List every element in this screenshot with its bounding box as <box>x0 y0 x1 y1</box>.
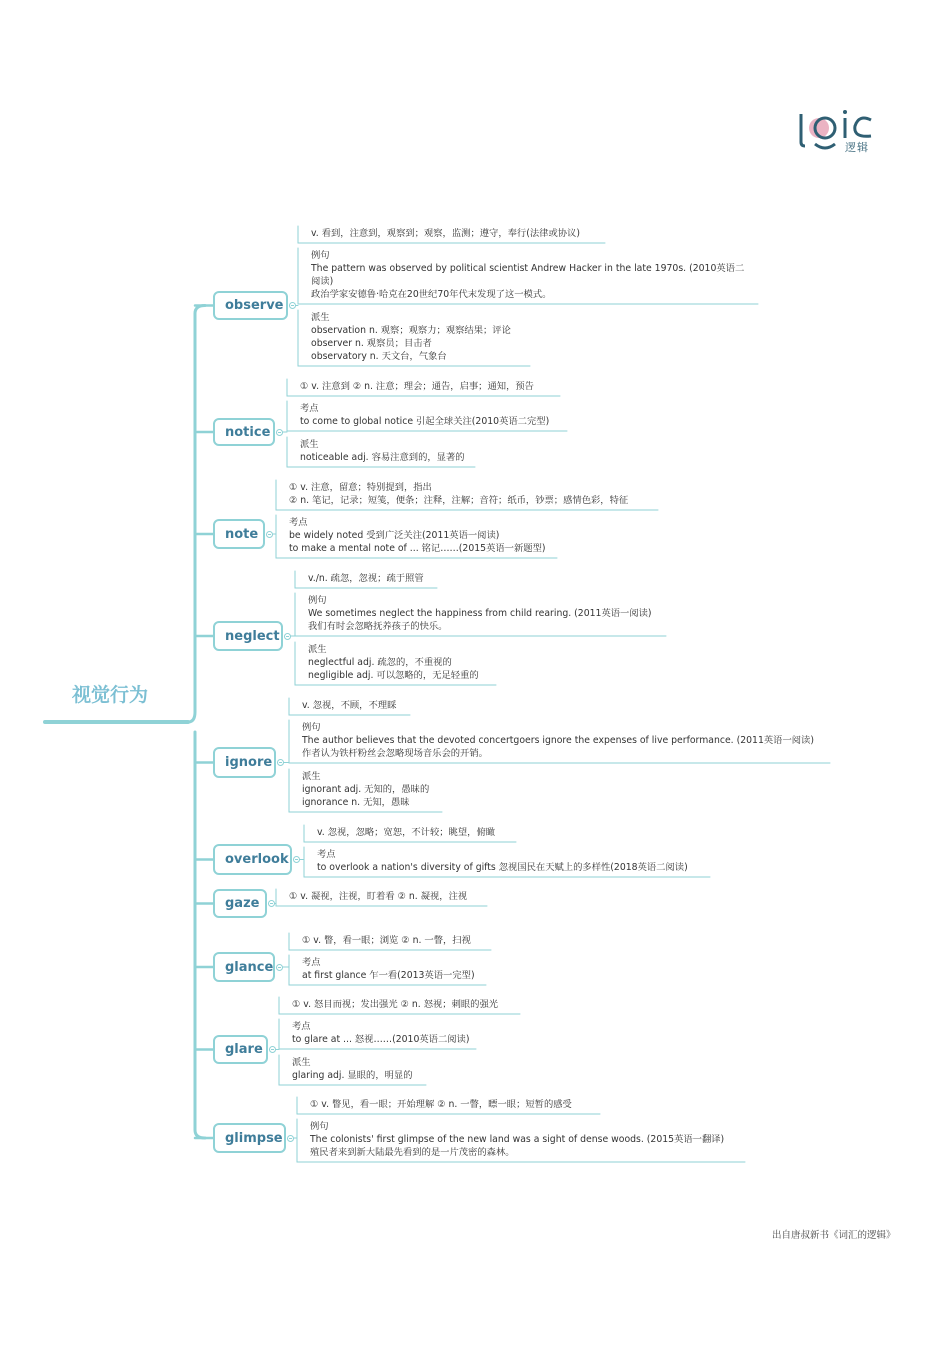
leaf-text: noticeable adj. 容易注意到的，显著的 <box>300 452 465 463</box>
leaf-text: ② n. 笔记，记录；短笺，便条；注释，注解；音符；纸币，钞票；感情色彩，特征 <box>289 495 629 506</box>
leaf-text: at first glance 乍一看(2013英语一完型) <box>302 970 475 981</box>
leaf-heading: 例句 <box>302 722 321 733</box>
word-node-observe[interactable]: observe <box>213 291 288 320</box>
collapse-toggle-icon[interactable] <box>287 1135 294 1142</box>
word-node-overlook[interactable]: overlook <box>213 844 292 875</box>
leaf-heading: 例句 <box>310 1121 329 1132</box>
leaf-text: glaring adj. 显眼的，明显的 <box>292 1070 413 1081</box>
collapse-toggle-icon[interactable] <box>293 856 300 863</box>
leaf-heading: 派生 <box>308 644 327 655</box>
leaf-text: observatory n. 天文台，气象台 <box>311 351 447 362</box>
leaf-text: ① v. 凝视，注视，盯着看 ② n. 凝视，注视 <box>289 891 468 902</box>
leaf-heading: 派生 <box>292 1057 311 1068</box>
leaf-text: ignorance n. 无知，愚昧 <box>302 797 410 808</box>
leaf-text: v. 忽视，不顾，不理睬 <box>302 700 397 711</box>
leaf-text: ① v. 注意到 ② n. 注意；理会；通告，启事；通知，预告 <box>300 381 534 392</box>
leaf-text: observation n. 观察；观察力；观察结果；评论 <box>311 325 511 336</box>
collapse-toggle-icon[interactable] <box>266 531 273 538</box>
leaf-heading: 考点 <box>317 849 336 860</box>
leaf-text: The colonists' first glimpse of the new land was a sight of dense woods. (2015英语一翻译) <box>310 1134 725 1145</box>
collapse-toggle-icon[interactable] <box>277 759 284 766</box>
leaf-text: 殖民者来到新大陆最先看到的是一片茂密的森林。 <box>310 1147 515 1158</box>
leaf-text: be widely noted 受到广泛关注(2011英语一阅读) <box>289 530 500 541</box>
leaf-heading: 派生 <box>300 439 319 450</box>
word-node-glare[interactable]: glare <box>213 1035 268 1064</box>
leaf-text: v./n. 疏忽，忽视；疏于照管 <box>308 573 424 584</box>
leaf-text: to come to global notice 引起全球关注(2010英语二完型) <box>300 416 550 427</box>
leaf-text: 我们有时会忽略抚养孩子的快乐。 <box>308 621 448 632</box>
word-node-notice[interactable]: notice <box>213 418 275 446</box>
leaf-text: observer n. 观察员；目击者 <box>311 338 432 349</box>
leaf-heading: 考点 <box>292 1021 311 1032</box>
leaf-text: to overlook a nation's diversity of gifts 忽视国民在天赋上的多样性(2018英语二阅读) <box>317 862 688 873</box>
leaf-heading: 派生 <box>311 312 330 323</box>
collapse-toggle-icon[interactable] <box>268 900 275 907</box>
root-topic[interactable]: 视觉行为 <box>72 684 149 706</box>
collapse-toggle-icon[interactable] <box>276 964 283 971</box>
leaf-text: The author believes that the devoted concertgoers ignore the expenses of live performance. (2011英语一阅读) <box>302 735 814 746</box>
leaf-heading: 例句 <box>308 595 327 606</box>
leaf-text: to make a mental note of ... 铭记……(2015英语一新题型) <box>289 543 546 554</box>
word-node-glance[interactable]: glance <box>213 952 275 982</box>
leaf-heading: 考点 <box>300 403 319 414</box>
word-node-gaze[interactable]: gaze <box>213 889 267 918</box>
leaf-text: The pattern was observed by political scientist Andrew Hacker in the late 1970s. (2010英语二 <box>311 263 745 274</box>
word-node-ignore[interactable]: ignore <box>213 747 276 778</box>
collapse-toggle-icon[interactable] <box>276 429 283 436</box>
leaf-text: 阅读) <box>311 276 334 287</box>
collapse-toggle-icon[interactable] <box>269 1046 276 1053</box>
word-node-glimpse[interactable]: glimpse <box>213 1123 286 1153</box>
leaf-text: We sometimes neglect the happiness from child rearing. (2011英语一阅读) <box>308 608 652 619</box>
word-node-neglect[interactable]: neglect <box>213 621 283 651</box>
trunk-branch <box>195 732 205 1138</box>
word-node-note[interactable]: note <box>213 519 265 549</box>
leaf-text: ① v. 瞥见，看一眼；开始理解 ② n. 一瞥，瞟一眼；短暂的感受 <box>310 1099 572 1110</box>
leaf-text: ① v. 瞥，看一眼；浏览 ② n. 一瞥，扫视 <box>302 935 471 946</box>
collapse-toggle-icon[interactable] <box>289 302 296 309</box>
leaf-text: negligible adj. 可以忽略的，无足轻重的 <box>308 670 479 681</box>
leaf-heading: 考点 <box>289 517 308 528</box>
leaf-heading: ① v. 注意，留意；特别提到，指出 <box>289 482 432 493</box>
leaf-text: to glare at ... 怒视……(2010英语二阅读) <box>292 1034 470 1045</box>
leaf-text: 政治学家安德鲁·哈克在20世纪70年代末发现了这一模式。 <box>311 289 552 300</box>
leaf-text: ① v. 怒目而视；发出强光 ② n. 怒视；刺眼的强光 <box>292 999 499 1010</box>
leaf-text: neglectful adj. 疏忽的，不重视的 <box>308 657 452 668</box>
leaf-text: 作者认为铁杆粉丝会忽略现场音乐会的开销。 <box>302 748 488 759</box>
source-note: 出自唐叔新书《词汇的逻辑》 <box>772 1230 896 1241</box>
leaf-heading: 考点 <box>302 957 321 968</box>
leaf-text: ignorant adj. 无知的，愚昧的 <box>302 784 430 795</box>
leaf-heading: 例句 <box>311 250 330 261</box>
leaf-text: v. 看到，注意到，观察到；观察，监测；遵守，奉行(法律或协议) <box>311 228 580 239</box>
leaf-heading: 派生 <box>302 771 321 782</box>
trunk-branch <box>188 306 205 723</box>
leaf-text: v. 忽视，忽略；宽恕，不计较；眺望，俯瞰 <box>317 827 496 838</box>
collapse-toggle-icon[interactable] <box>284 633 291 640</box>
logo-label: 逻辑 <box>845 141 869 154</box>
